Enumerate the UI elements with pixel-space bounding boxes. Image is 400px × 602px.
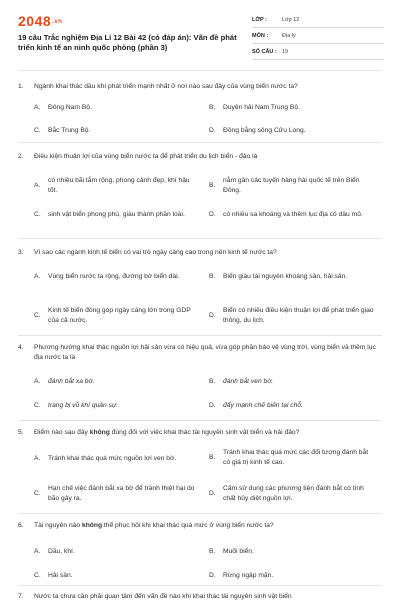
question-number: 1. (18, 83, 24, 90)
question-stem: Tài nguyên nào không thể phục hồi khi khai thác quá mức ở vùng biển nước ta? (34, 522, 274, 529)
option-d[interactable]: D. Cấm sử dụng các phương tiện đánh bắt có tính chất hủy diệt nguồn lợi. (209, 485, 364, 502)
question-stem: Ngành khai thác dầu khí phát triển mạnh nhất ở nơi nào sau đây của vùng biển nước ta? (34, 83, 298, 90)
options (34, 266, 380, 332)
meta-table (252, 12, 384, 60)
meta-key: LỚP : (252, 16, 267, 23)
option-b[interactable]: B. Tránh khai thác quá mức các đối tượng đánh bắt có giá trị kinh tế cao. (209, 449, 369, 466)
question-4 (18, 343, 380, 415)
question-divider (18, 513, 382, 514)
header (0, 0, 400, 68)
question-divider (18, 420, 382, 421)
option-d[interactable]: D. Biển có nhiều điều kiện thuận lợi để phát triển giao thông, du lịch. (209, 307, 374, 324)
question-divider (18, 585, 382, 586)
meta-value: Địa lý (282, 32, 296, 39)
option-a[interactable]: A. Tránh khai thác quá mức nguồn lợi ven bờ. (34, 455, 177, 462)
option-b[interactable]: B. Muối biển. (209, 548, 254, 555)
option-a[interactable]: A. Đông Nam Bộ. (34, 104, 92, 111)
option-c[interactable]: C. trang bị vũ khí quân sự. (34, 402, 119, 409)
meta-value: 19 (282, 48, 289, 55)
meta-row-count (252, 44, 384, 60)
question-5 (18, 428, 380, 512)
question-text (18, 248, 380, 258)
option-c[interactable]: C. sinh vật biển phong phú, giàu thành phần loài. (34, 211, 185, 218)
option-c[interactable]: C. Bắc Trung Bộ. (34, 127, 91, 134)
question-6 (18, 521, 380, 585)
question-number: 5. (18, 429, 24, 436)
question-divider (18, 335, 382, 336)
question-text (18, 521, 380, 531)
options (34, 170, 380, 232)
options (34, 446, 380, 512)
question-text (18, 592, 380, 602)
question-text (18, 343, 380, 363)
question-stem: Vì sao các ngành kinh tế biển có vai trò ngày càng cao trong nền kinh tế nước ta? (34, 249, 277, 256)
question-number: 2. (18, 153, 24, 160)
option-c[interactable]: C. Kinh tế biển đóng góp ngày càng lớn trong GDP của cả nước. (34, 307, 191, 324)
question-stem: Nước ta chưa cần phải quan tâm đến vấn đề nào khi khai thác tài nguyên sinh vật biển (34, 593, 292, 600)
question-2 (18, 152, 380, 232)
option-d[interactable]: D. Đồng bằng sông Cửu Long. (209, 127, 306, 134)
question-text (18, 82, 380, 92)
option-a[interactable]: A. có nhiều bãi tắm rộng, phong cảnh đẹp, khí hậu tốt. (34, 177, 190, 194)
option-d[interactable]: D. Rừng ngập mặn. (209, 572, 274, 579)
question-3 (18, 248, 380, 332)
header-divider (18, 70, 382, 71)
question-stem: Điều kiện thuận lợi của vùng biển nước ta để phát triển du lịch biển - đảo là (34, 153, 258, 160)
option-b[interactable]: B. Duyên hải Nam Trung Bộ. (209, 104, 300, 111)
option-b[interactable]: B. Biển giàu tài nguyên khoáng sản, hải sản. (209, 273, 348, 280)
option-a[interactable]: A. Dầu, khí. (34, 548, 75, 555)
options (34, 100, 380, 138)
meta-row-subject (252, 28, 384, 44)
site-logo[interactable]: 2048.vn (18, 13, 63, 29)
option-b[interactable]: B. đánh bắt ven bờ. (209, 378, 274, 385)
question-divider (18, 238, 382, 239)
question-divider (18, 142, 382, 143)
option-a[interactable]: A. Vùng biển nước ta rộng, đường bờ biển dài. (34, 273, 180, 280)
options (34, 371, 380, 415)
options (34, 539, 380, 585)
question-stem: Điểm nào sau đây không đúng đối với việc khai thác tài nguyên sinh vật biển và hải đảo? (34, 429, 300, 436)
question-stem: Phương hướng khai thác nguồn lợi hải sản vừa có hiệu quả, vừa góp phần bảo vệ vùng trời, vùng biển và thềm lục địa nước ta là (34, 344, 376, 361)
question-1 (18, 82, 380, 138)
option-b[interactable]: B. nằm gần các tuyến hàng hải quốc tế trên Biển Đông. (209, 177, 360, 194)
question-7 (18, 592, 380, 602)
option-a[interactable]: A. đánh bắt xa bờ. (34, 378, 95, 385)
meta-key: MÔN : (252, 32, 269, 39)
meta-value: Lớp 12 (282, 16, 300, 23)
question-number: 6. (18, 522, 24, 529)
question-text (18, 152, 380, 162)
meta-key: SỐ CÂU : (252, 48, 277, 55)
option-d[interactable]: D. có nhiều sa khoáng và thềm lục địa có dầu mỏ. (209, 211, 363, 218)
question-text (18, 428, 380, 438)
question-number: 4. (18, 344, 24, 351)
meta-row-class (252, 12, 384, 28)
document-title: 19 câu Trắc nghiệm Địa Lí 12 Bài 42 (có đáp án): Vấn đề phát triển kinh tế an ninh quốc phòng (phần 3) (18, 33, 237, 52)
question-number: 7. (18, 593, 24, 600)
option-d[interactable]: D. đẩy mạnh chế biến tại chỗ. (209, 402, 303, 409)
option-c[interactable]: C. Hải sản. (34, 572, 73, 579)
option-c[interactable]: C. Hạn chế việc đánh bắt xa bờ để tránh thiệt hại do bão gây ra. (34, 485, 195, 502)
question-number: 3. (18, 249, 24, 256)
